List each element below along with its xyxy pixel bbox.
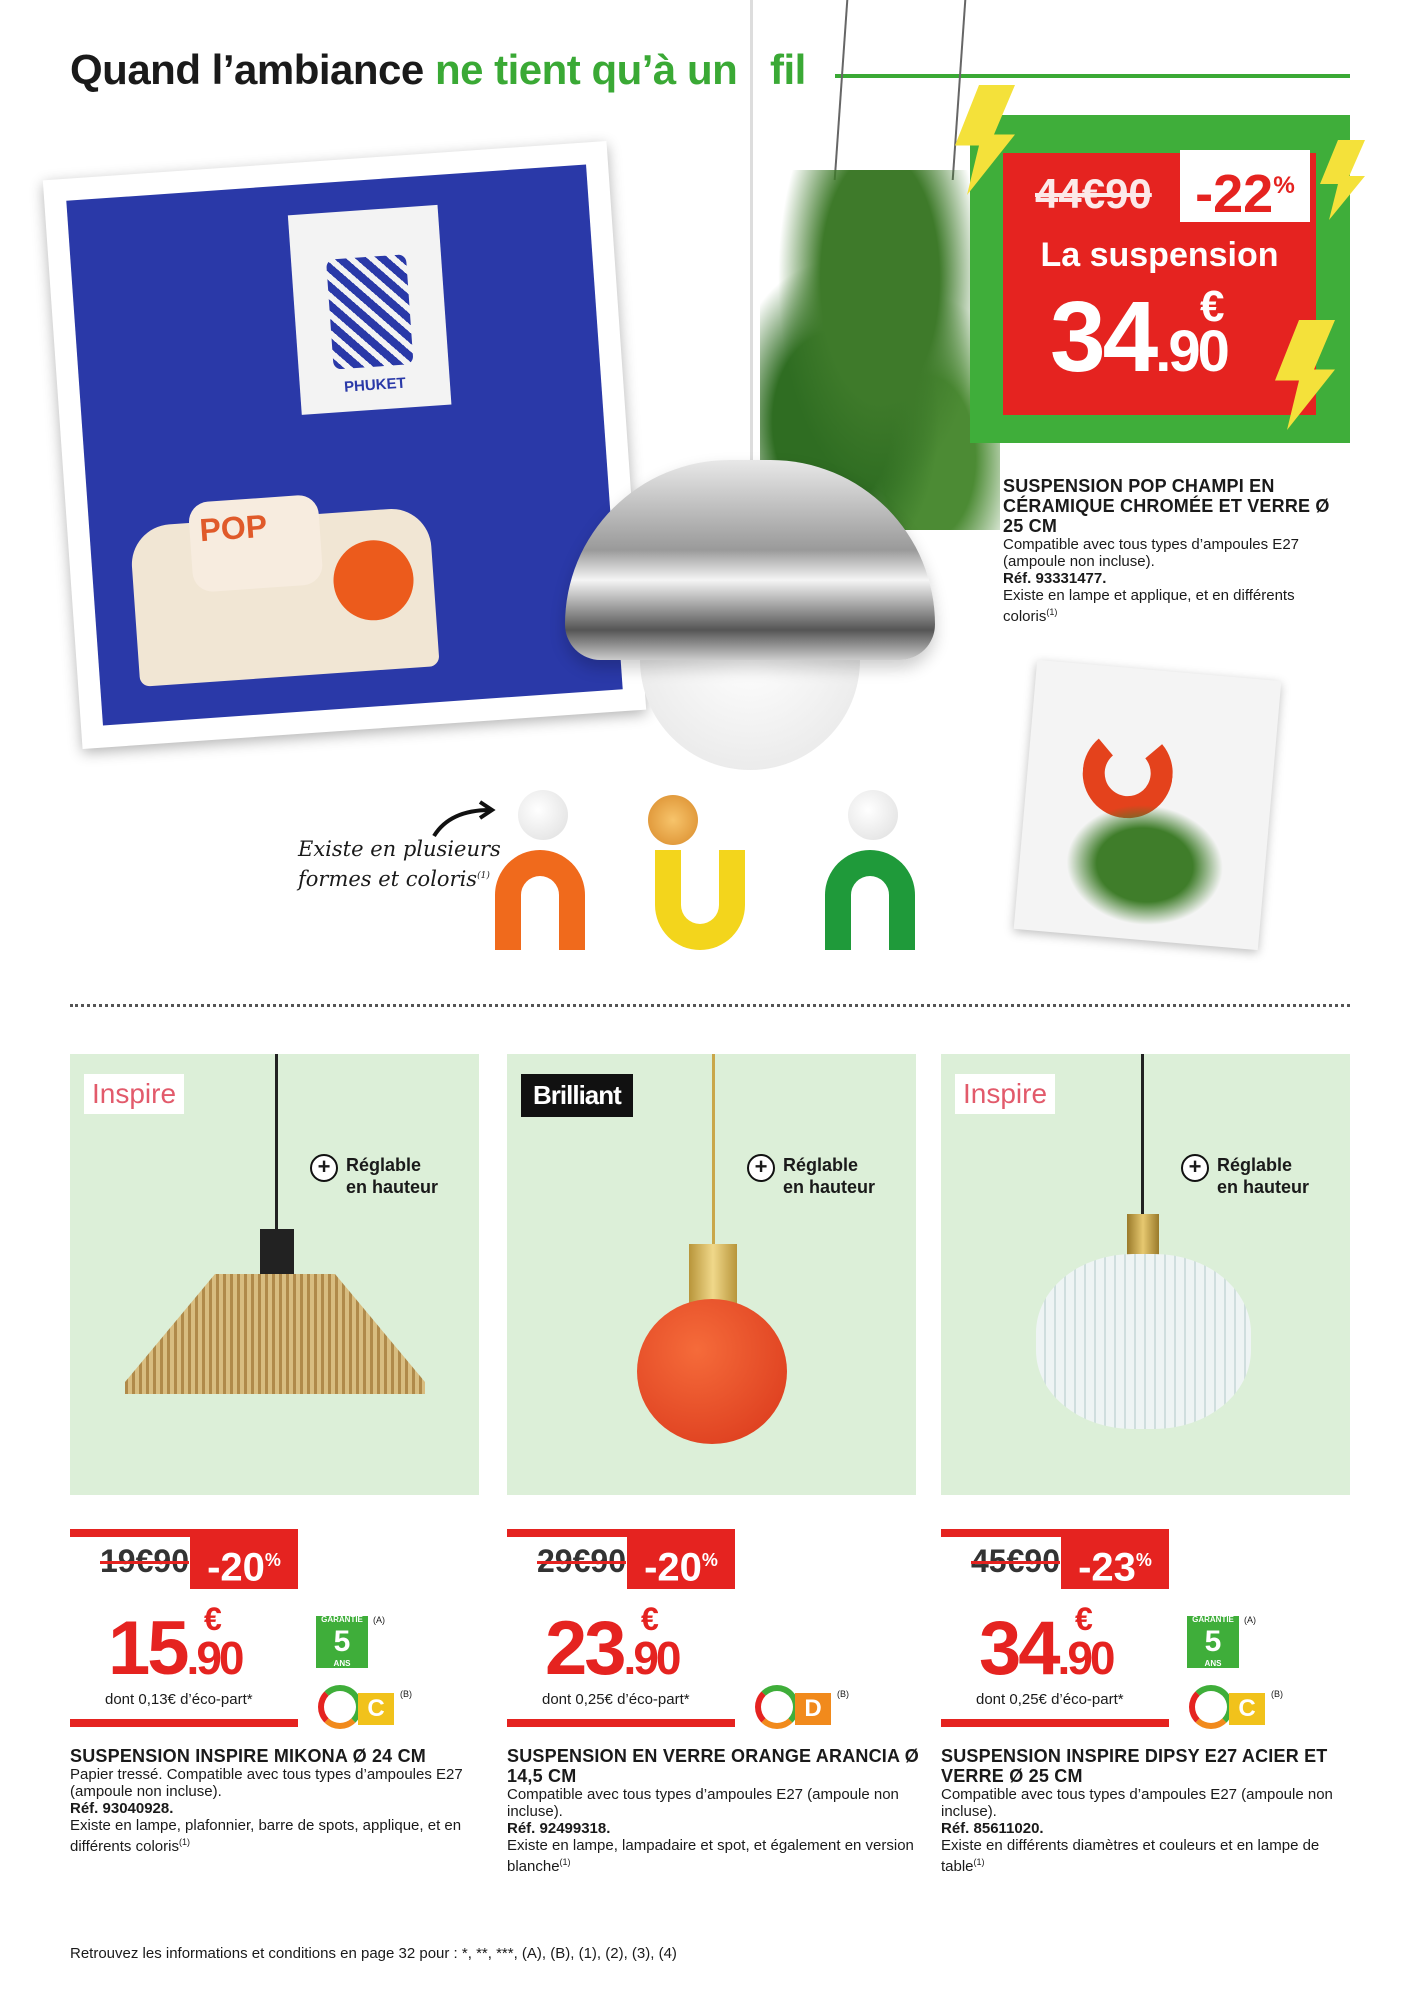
poster: [288, 205, 452, 415]
plant-ropes: [834, 0, 967, 180]
adjustable-text: Réglable en hauteur: [783, 1155, 876, 1197]
red-bar: [70, 1719, 298, 1727]
note: (B): [1271, 1689, 1283, 1699]
featured-price: [1050, 280, 1227, 395]
lamp-socket: [260, 1229, 294, 1279]
plus-icon: +: [1181, 1154, 1209, 1182]
currency: €: [641, 1601, 656, 1637]
pillow-text: POP: [198, 507, 269, 549]
note-line1: Existe en plusieurs: [298, 837, 501, 861]
discount-badge: [627, 1529, 735, 1589]
plus-icon: +: [747, 1154, 775, 1182]
product-text-arancia: [507, 1746, 922, 1875]
product-panel-dipsy: [941, 1054, 1350, 1495]
bulb: [648, 795, 698, 845]
page-title: [70, 46, 806, 94]
note: (1): [178, 1837, 190, 1847]
pillow: [188, 494, 324, 593]
repairability-icon: [1189, 1685, 1233, 1729]
yellow-lamp: [655, 850, 745, 950]
product-title: SUSPENSION EN VERRE ORANGE ARANCIA Ø 14,5 CM: [507, 1746, 919, 1786]
guarantee-label: GARANTIE: [1192, 1615, 1234, 1624]
repairability-grade: C: [358, 1693, 394, 1725]
product-title: SUSPENSION INSPIRE DIPSY E27 ACIER ET VERRE Ø 25 CM: [941, 1746, 1328, 1786]
guarantee-years: 5: [1204, 1625, 1222, 1658]
currency: €: [1200, 282, 1222, 331]
product-variants: Existe en lampe et applique, et en différents coloris: [1003, 587, 1295, 625]
featured-label: La suspension: [1040, 236, 1279, 274]
plus-icon: +: [310, 1154, 338, 1182]
product-ref: Réf. 93040928.: [70, 1800, 174, 1817]
adjustable-text: Réglable en hauteur: [346, 1155, 439, 1197]
guarantee-years: 5: [333, 1625, 351, 1658]
orange-lamp: [495, 850, 585, 950]
discount-badge: [1061, 1529, 1169, 1589]
note-line2: formes et coloris: [298, 867, 478, 891]
price-block-arancia: [507, 1529, 916, 1734]
discount-unit: %: [1135, 1550, 1152, 1570]
product-text-mikona: [70, 1746, 485, 1855]
discount-unit: %: [1273, 172, 1295, 199]
title-end: fil: [770, 46, 806, 93]
price-cents: .90: [1057, 1632, 1113, 1684]
lamp-cord: [1141, 1054, 1144, 1214]
note: (1): [1046, 607, 1058, 617]
price-block-dipsy: [941, 1529, 1350, 1734]
discount-badge: [190, 1529, 298, 1589]
price: [545, 1601, 679, 1692]
price-block-mikona: [70, 1529, 479, 1734]
product-desc: Compatible avec tous types d’ampoules E27 (ampoule non incluse).: [941, 1786, 1333, 1820]
eco-participation: dont 0,13€ d’éco-part*: [105, 1691, 253, 1708]
price: [108, 1601, 242, 1692]
orange-glass-shade: [637, 1299, 787, 1444]
rattan-shade: [125, 1274, 425, 1394]
lamp-cord: [750, 0, 753, 460]
note: (A): [1244, 1615, 1256, 1625]
repairability-grade: C: [1229, 1693, 1265, 1725]
price: [979, 1601, 1113, 1692]
note: (1): [559, 1857, 571, 1867]
discount-value: -20: [207, 1545, 265, 1590]
green-lamp: [825, 850, 915, 950]
currency: €: [1075, 1601, 1090, 1637]
discount-value: -23: [1078, 1545, 1136, 1590]
poster-text: PHUKET: [343, 374, 407, 396]
ribbed-glass-shade: [1036, 1254, 1251, 1429]
bulb: [848, 790, 898, 840]
brand-logo: Inspire: [84, 1074, 184, 1114]
note: (B): [400, 1689, 412, 1699]
title-black: Quand l’ambiance: [70, 46, 424, 93]
featured-description: [1003, 476, 1348, 625]
adjustable-badge: [747, 1154, 875, 1198]
discount-unit: %: [701, 1550, 718, 1570]
repairability-icon: [755, 1685, 799, 1729]
product-desc: Compatible avec tous types d’ampoules E27 (ampoule non incluse).: [1003, 536, 1300, 570]
repairability-icon: [318, 1685, 362, 1729]
note: (1): [477, 871, 490, 881]
discount-unit: %: [264, 1550, 281, 1570]
product-panel-mikona: [70, 1054, 479, 1495]
section-divider: [70, 1004, 1350, 1007]
eco-participation: dont 0,25€ d’éco-part*: [976, 1691, 1124, 1708]
price-int: 15: [108, 1606, 187, 1691]
product-text-dipsy: [941, 1746, 1356, 1875]
lamp-cord: [275, 1054, 278, 1234]
guarantee-badge: [316, 1616, 368, 1668]
product-ref: Réf. 85611020.: [941, 1820, 1044, 1837]
product-desc: Compatible avec tous types d’ampoules E27 (ampoule non incluse).: [507, 1786, 899, 1820]
price-int: 34: [1050, 281, 1156, 393]
guarantee-label: GARANTIE: [321, 1615, 363, 1624]
old-price: 19€90: [100, 1543, 189, 1579]
featured-old-price: 44€90: [1035, 170, 1152, 217]
variants-note: [298, 836, 501, 893]
ambiance-photo: [43, 141, 646, 749]
lamp-cord: [712, 1054, 715, 1244]
footer-note: Retrouvez les informations et conditions en page 32 pour : *, **, ***, (A), (B), (1), (2), (3), (4): [70, 1945, 677, 1962]
note: (1): [973, 1857, 985, 1867]
brand-logo: Brilliant: [521, 1074, 633, 1117]
adjustable-badge: [1181, 1154, 1309, 1198]
featured-discount: [1180, 150, 1310, 222]
product-title: SUSPENSION INSPIRE MIKONA Ø 24 CM: [70, 1746, 426, 1766]
red-bar: [507, 1719, 735, 1727]
price-int: 34: [979, 1606, 1058, 1691]
adjustable-text: Réglable en hauteur: [1217, 1155, 1310, 1197]
product-title: SUSPENSION POP CHAMPI EN CÉRAMIQUE CHROMÉE ET VERRE Ø 25 CM: [1003, 476, 1330, 536]
product-ref: Réf. 92499318.: [507, 1820, 611, 1837]
discount-value: -20: [644, 1545, 702, 1590]
product-desc: Papier tressé. Compatible avec tous types d’ampoules E27 (ampoule non incluse).: [70, 1766, 463, 1800]
product-variants: Existe en différents diamètres et couleurs et en lampe de table: [941, 1837, 1320, 1875]
guarantee-unit: ANS: [333, 1659, 351, 1668]
wall-lamp-photo: [1014, 660, 1282, 950]
discount-value: -22: [1195, 164, 1274, 224]
price-cents: .90: [186, 1632, 242, 1684]
arrow-icon: [430, 800, 500, 840]
price-cents: .90: [1155, 319, 1227, 384]
note: (B): [837, 1689, 849, 1699]
bulb: [518, 790, 568, 840]
price-int: 23: [545, 1606, 624, 1691]
product-variants: Existe en lampe, plafonnier, barre de spots, applique, et en différents coloris: [70, 1817, 462, 1855]
eco-participation: dont 0,25€ d’éco-part*: [542, 1691, 690, 1708]
old-price: 45€90: [971, 1543, 1060, 1579]
guarantee-badge: [1187, 1616, 1239, 1668]
red-bar: [941, 1719, 1169, 1727]
currency: €: [204, 1601, 219, 1637]
product-panel-arancia: [507, 1054, 916, 1495]
adjustable-badge: [310, 1154, 438, 1198]
brand-logo: Inspire: [955, 1074, 1055, 1114]
product-variants: Existe en lampe, lampadaire et spot, et également en version blanche: [507, 1837, 914, 1875]
repairability-grade: D: [795, 1693, 831, 1725]
old-price: 29€90: [537, 1543, 626, 1579]
product-ref: Réf. 93331477.: [1003, 570, 1107, 587]
note: (A): [373, 1615, 385, 1625]
guarantee-unit: ANS: [1204, 1659, 1222, 1668]
title-green: ne tient qu’à un: [434, 46, 738, 93]
price-cents: .90: [623, 1632, 679, 1684]
